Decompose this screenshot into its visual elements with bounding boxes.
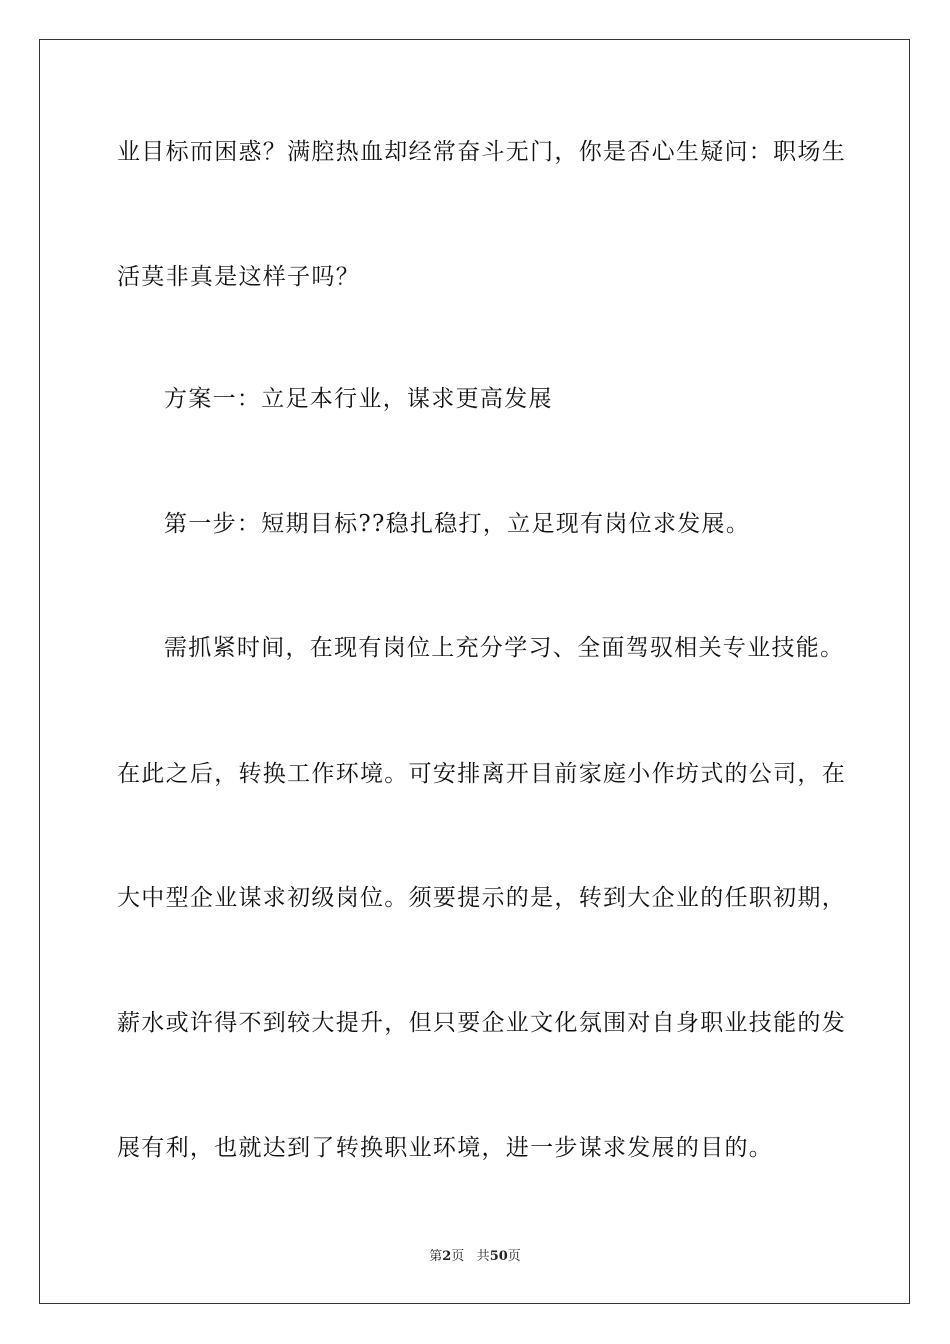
body-text-line-6: 在此之后，转换工作环境。可安排离开目前家庭小作坊式的公司，在 (117, 761, 846, 787)
total-suffix: 页 (507, 1249, 521, 1264)
page-footer (0, 1248, 950, 1266)
step-heading: 第一步：短期目标??稳扎稳打，立足现有岗位求发展。 (164, 511, 751, 537)
body-text-line-8: 薪水或许得不到较大提升，但只要企业文化氛围对自身职业技能的发 (117, 1010, 846, 1036)
page-prefix: 第 (429, 1249, 443, 1264)
body-text-line-5: 需抓紧时间，在现有岗位上充分学习、全面驾驭相关专业技能。 (164, 635, 845, 661)
page-number: 2 (442, 1249, 452, 1264)
body-text-line-7: 大中型企业谋求初级岗位。须要提示的是，转到大企业的任职初期， (117, 885, 846, 911)
page-suffix: 页 (451, 1249, 465, 1264)
total-pages: 50 (489, 1249, 508, 1264)
total-prefix: 共 (476, 1249, 490, 1264)
section-heading: 方案一：立足本行业，谋求更高发展 (164, 386, 553, 412)
page-border (39, 39, 910, 1304)
body-text-line-9: 展有利，也就达到了转换职业环境，进一步谋求发展的目的。 (117, 1135, 774, 1161)
body-text-line-1: 业目标而困惑？满腔热血却经常奋斗无门，你是否心生疑问：职场生 (117, 139, 846, 165)
body-text-line-2: 活莫非真是这样子吗？ (117, 264, 360, 290)
